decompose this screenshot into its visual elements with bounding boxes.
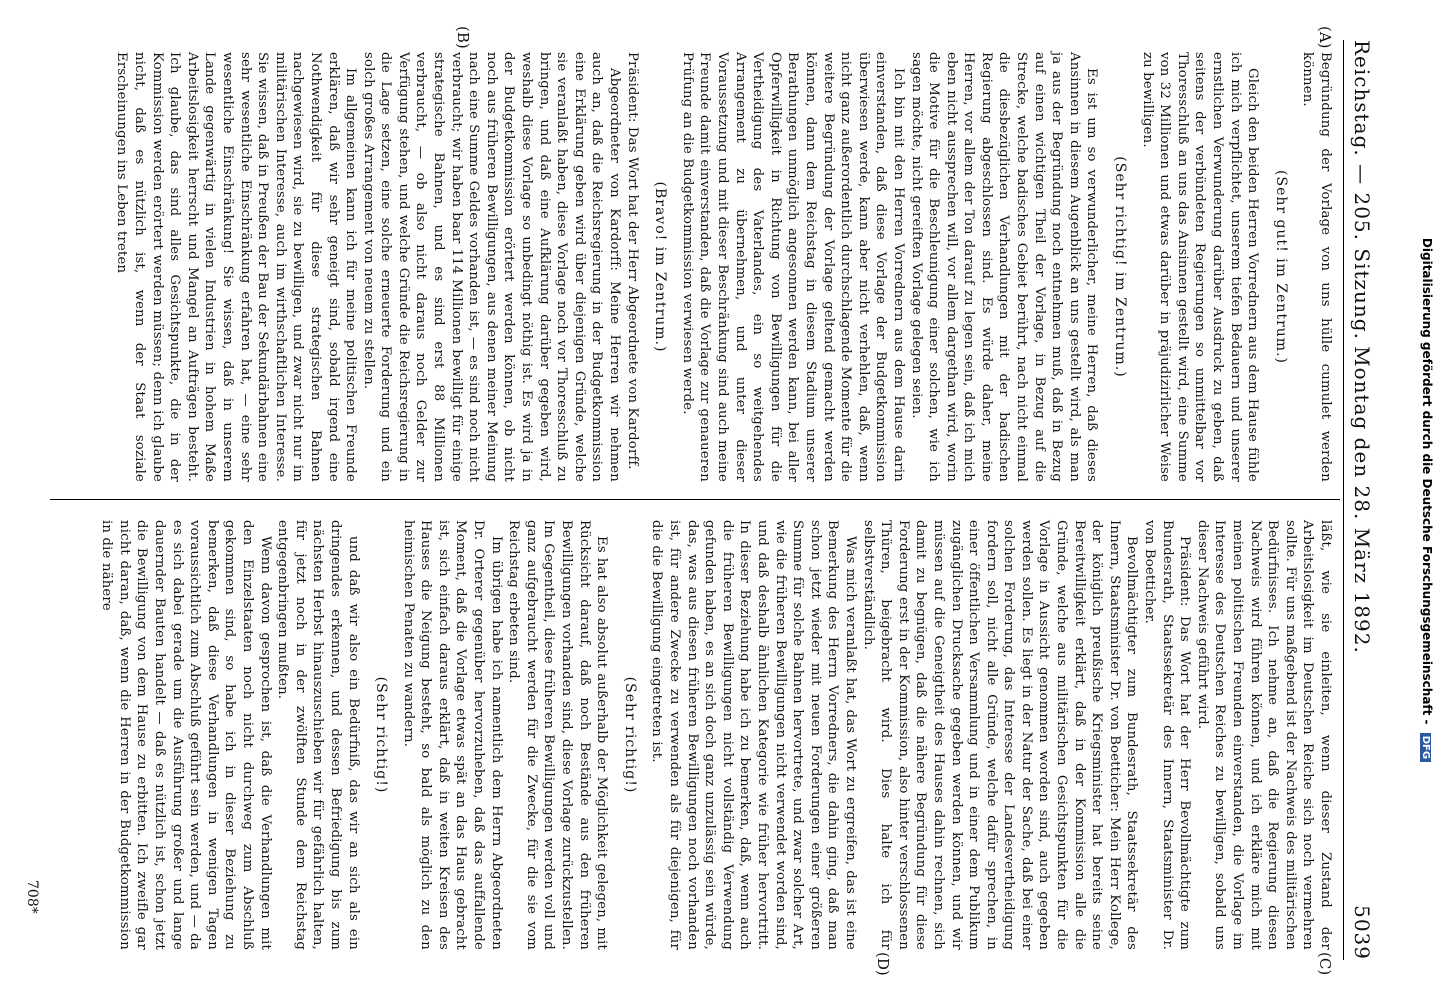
header-rule — [1343, 40, 1344, 960]
paragraph: (Sehr richtig!) — [621, 676, 638, 794]
margin-marker-a: (A) — [1316, 26, 1334, 49]
paragraph: Ich bin mit den Herren Vorrednern aus dem Hause darin einverstanden, daß diese Vorlage der Budgetkommission überwiesen werde, kann aber nicht verhehlen, daß, wenn nicht ganz außerordentlich durchschlagende Momente für die weitere Begründung der Vorlage geltend gemacht werden können, dann dem Reichstag in diesem Stadium unserer Berathungen unmöglich angesonnen werden kann, bei aller Opferwilligkeit in Richtung von Bewilligungen für die Vertheidigung des Vaterlandes, ein so weitgehendes Arrangement zu übernehmen, und unter dieser Voraussetzung und mit dieser Beschränkung sind auch meine Freunde damit einverstanden, daß die Vorlage zur genaueren Prüfung an die Budgetkommission verwiesen werde. — [679, 52, 906, 482]
paragraph: Gleich den beiden Herren Vorrednern aus dem Hause fühle ich mich verpflichtet, unserem tiefen Bedauern und unserer ernstlichen Verwunderung darüber Ausdruck zu geben, daß seitens der verbündeten Regierungen so unmittelbar vor Thoresschluß an uns das Ansinnen gestellt wird, eine Summe von 32 Millionen und etwas darüber in präjudizirlicher Weise zu bewilligen. — [1139, 52, 1261, 482]
paragraph: Abgeordneter von Kardorff: Meine Herren wir nehmen auch an, daß die Reichsregierung in der Budgetkommission eine Erklärung geben wird über diejenigen Gründe, welche sie veranlaßt haben, diese Vorlage noch vor Thoresschluß zu bringen, und daß eine Aufklärung darüber gegeben wird, weshalb diese Vorlage so unbedingt nöthig ist. Es wird ja in der Budgetkommission erörtert werden können, ob nicht noch aus früheren Bewilligungen, aus denen meiner Meinung nach eine Summe Geldes vorhanden ist, — es sind noch nicht verbraucht; wir haben baar 114 Millionen bewilligt für einige strategische Bahnen, und es sind erst 88 Millionen verbraucht, — ob also nicht daraus noch Gelder zur Verfügung stehen, und welche Gründe die Reichsregierung in die Lage setzen, eine solche erneuerte Forderung und ein solch großes Arrangement von neuem zu stellen. — [360, 52, 623, 482]
paragraph: Es ist um so verwunderlicher, meine Herren, daß dieses Ansinnen in diesem Augenblick an uns gestellt wird, als man ja aus der Begründung noch entnehmen muß, daß in Bezug auf einen wichtigen Theil der Vorlage, in Bezug auf die Strecke, welche badisches Gebiet berührt, nach nicht einmal die diesbezüglichen Verhandlungen mit der badischen Regierung abgeschlossen sind. Es würde daher, meine Herren, vor allem der Ton darauf zu legen sein, daß ich mich eben nicht aussprechen will, vor allem dargethan wird, worin die Motive für die Beschleunigung einer solchen, wie ich sagen möchte, nicht gereiften Vorlage gelegen seien. — [908, 52, 1100, 482]
footer-signature-mark: 708* — [24, 880, 40, 914]
paragraph: läßt, wie sie einleiten, wenn dieser Zustand der Arbeitslosigkeit im Deutschen Reiche sich noch vermehren sollte. Für uns maßgebend ist der Nachweis des militärischen Bedürfnisses. Ich nehme an, daß die Regierung diesen Nachweis wird führen können, und ich erkläre mich mit meinen politischen Freunden einverstanden, die Vorlage im Interesse des Deutschen Reiches zu bewilligen, sobald uns dieser Nachweis geführt wird. — [1194, 520, 1333, 950]
header-date: Montag den 28. März 1892. — [1350, 346, 1374, 654]
digitization-note — [1416, 0, 1434, 1000]
paragraph: Es hat also absolut außerhalb der Möglichkeit gelegen, mit Rücksicht darauf, daß noch Bestände aus den früheren Bewilligungen vorhanden sind, diese Vorlage zurückzustellen. Im Gegentheil, diese früheren Bewilligungen werden voll und ganz aufgebraucht werden für die Zwecke, für die sie vom Reichstag erbeten sind. — [506, 520, 610, 950]
margin-marker-c: (C) — [1316, 952, 1334, 976]
paragraph: (Sehr richtig! im Zentrum.) — [1112, 156, 1129, 378]
paragraph: Bevollmächtigter zum Bundesrath, Staatssekretär des Innern, Staatsminister Dr. von Boetticher: Mein Herr Kollege, der königlich preußische Kriegsminister hat bereits seine Bereitwilligkeit erklärt, daß in der Kommission alle die Gründe, welche aus militärischen Gesichtspunkten für die Vorlage in Aussicht genommen worden sind, auch gegeben werden sollen. Es liegt in der Natur der Sache, daß bei einer solchen Forderung, das Interesse der Landesvertheidigung fordern soll, nicht alle Gründe, welche dafür sprechen, in einer öffentlichen Versammlung und in einer dem Publikum zugänglichen Drucksache gegeben werden können, und wir müssen auf die Geneigtheit des Hauses dahin rechnen, sich damit zu begnügen, daß die nähere Begründung für diese Forderung erst in der Kommission, also hinter verschlossenen Thüren, beigebracht wird. Dies halte ich für selbstverständlich. — [860, 520, 1140, 950]
paragraph: Wenn davon gesprochen ist, daß die Verhandlungen mit den Einzelstaaten noch nicht durchweg zum Abschluß gekommen sind, so habe ich in dieser Beziehung zu bemerken, daß diese Verhandlungen in wenigen Tagen voraussichtlich zum Abschluß geführt sein werden, und — da es sich dabei gerade um die Ausführung großer und lange dauernder Bauten handelt — daß es nützlich ist, schon jetzt die Bewilligung von dem Hause zu erbitten. Ich zweifle gar nicht daran, daß, wenn die Herren in der Budgetkommission in die nähere — [99, 520, 273, 950]
paragraph: Im allgemeinen kann ich für meine politischen Freunde erklären, daß wir sehr geneigt sind, sobald irgend eine Nothwendigkeit für diese strategischen Bahnen nachgewiesen wird, sie zu bewilligen, und zwar nicht nur im militärischen Interesse, auch im wirthschaftlichen Interesse. Sie wissen, daß in Preußen der Bau der Sekundärbahnen eine sehr wesentliche Einschränkung erfahren hat, — eine sehr wesentliche Einschränkung! Sie wissen, daß in unserem Lande gegenwärtig in vielen Industrien in hohem Maße Arbeitslosigkeit herrscht und Mangel an Aufträgen besteht. Ich glaube, das sind alles Gesichtspunkte, die in der Kommission werden erörtert werden müssen; denn ich glaube nicht, daß es nützlich ist, wenn der Staat soziale Erscheinungen ins Leben treten — [114, 52, 359, 482]
paragraph: Präsident: Das Wort hat der Herr Bevollmächtigte zum Bundesrath, Staatssekretär des Innern, Staatsminister Dr. von Boetticher. — [1142, 520, 1193, 950]
paragraph: Im übrigen habe ich namentlich dem Herrn Abgeordneten Dr. Orterer gegenüber hervorzuheben, daß das auffallende Moment, daß die Vorlage etwas spät an das Haus gebracht ist, sich einfach daraus erklärt, daß in weiten Kreisen des Hauses die Neigung besteht, so bald als möglich zu den heimischen Penaten zu wandern. — [400, 520, 504, 950]
margin-marker-b: (B) — [454, 26, 472, 49]
paragraph: (Bravo! im Zentrum.) — [652, 181, 669, 353]
paragraph: Was mich veranlaßt hat, das Wort zu ergreifen, das ist eine Bemerkung des Herrn Vorredners, die dahin ging, daß man schon jetzt wieder mit neuen Forderungen einer größeren Summe für solche Bahnen hervortrete, und zwar solcher Art, wie die früheren Bewilligungen nicht verwendet worden sind, und daß deshalb ähnlichen Kategorie wie früher hervortritt. In dieser Beziehung habe ich zu bemerken, daß, wenn auch die früheren Bewilligungen nicht vollständig Verwendung gefunden haben, es an sich doch ganz unzulässig sein würde, das, was aus diesen früheren Bewilligungen noch vorhanden ist, für andere Zwecke zu verwenden als für diejenigen, für die die Bewilligung eingetreten ist. — [649, 520, 858, 950]
paragraph: Präsident: Das Wort hat der Herr Abgeordnete von Kardorff. — [624, 52, 640, 470]
margin-marker-d: (D) — [874, 952, 892, 976]
header-page-number: 5039 — [1350, 905, 1374, 960]
left-text-column — [44, 52, 1334, 482]
paragraph: und daß wir also ein Bedürfniß, das wir an sich als ein dringendes erkennen, und dessen Befriedigung bis zum nächsten Herbst hinauszuschieben wir für gefährlich halten, für jetzt noch in der zwölften Stunde dem Reichstag entgegenbringen mußten. — [275, 520, 361, 950]
paragraph: Begründung der Vorlage von uns hülle cumulet werden können. — [1300, 52, 1333, 482]
header-session: Reichstag. — 205. Sitzung. — [1350, 40, 1374, 340]
column-divider — [50, 499, 1340, 500]
right-text-column — [44, 520, 1334, 950]
paragraph: (Sehr gut! im Zentrum.) — [1272, 170, 1289, 364]
page-header — [1348, 40, 1374, 960]
digitization-text: Digitalisierung gefördert durch die Deutsche Forschungsgemeinschaft - — [1420, 237, 1434, 725]
paragraph: (Sehr richtig!) — [373, 676, 390, 794]
dfg-logo-badge: DFG — [1420, 733, 1431, 762]
